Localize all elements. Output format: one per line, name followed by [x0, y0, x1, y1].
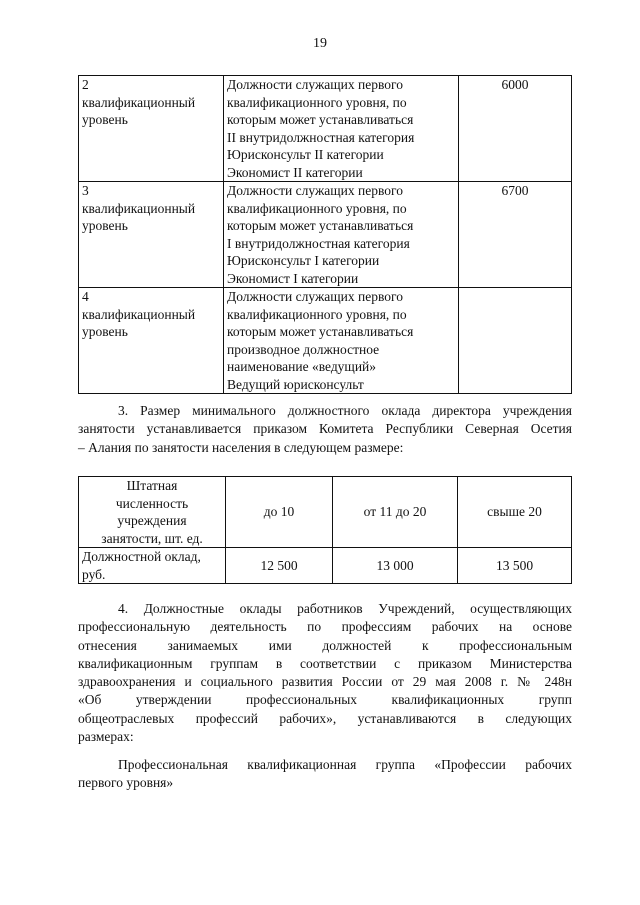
table-row: [79, 288, 572, 394]
column-header: до 10: [226, 477, 333, 548]
level-cell: 4 квалификационный уровень: [79, 288, 224, 394]
row-label-cell: Должностной оклад, руб.: [79, 548, 226, 584]
level-cell: 2 квалификационный уровень: [79, 76, 224, 182]
salary-cell: 6000: [459, 76, 572, 182]
qualification-level-table: [78, 75, 572, 394]
table-row: [79, 76, 572, 182]
salary-value: 13 500: [458, 548, 572, 584]
paragraph-5: Профессиональная квалификационная группа «Профессии рабочих первого уровня»: [78, 757, 572, 791]
salary-cell: [459, 288, 572, 394]
director-salary-table: [78, 476, 572, 584]
paragraph-4: 4. Должностные оклады работников Учреждений, осуществляющих профессиональную деятельность по профессиям рабочих на основе отнесения занимаемых ими должностей к профессиональным квалификационным группам в соответствии с приказом Министерства здравоохранения и социального развития России от 29 мая 2008 г. № 248н «Об утверждении профессиональных квалификационных групп общеотраслевых профессий рабочих», устанавливаются в следующих размерах:: [78, 601, 572, 745]
positions-cell: Должности служащих первого квалификационного уровня, по которым может устанавливаться II внутридолжностная категория Юрисконсульт II категории Экономист II категории: [224, 76, 459, 182]
salary-value: 13 000: [333, 548, 458, 584]
column-header: свыше 20: [458, 477, 572, 548]
paragraph-3: 3. Размер минимального должностного оклада директора учреждения занятости устанавливается приказом Комитета Республики Северная Осетия – Алания по занятости населения в следующем размере:: [78, 403, 572, 455]
table-row: [79, 182, 572, 288]
level-cell: 3 квалификационный уровень: [79, 182, 224, 288]
salary-cell: 6700: [459, 182, 572, 288]
positions-cell: Должности служащих первого квалификационного уровня, по которым может устанавливаться I внутридолжностная категория Юрисконсульт I категории Экономист I категории: [224, 182, 459, 288]
table-row: [79, 477, 572, 548]
page-number: 19: [313, 36, 327, 51]
column-header: от 11 до 20: [333, 477, 458, 548]
salary-value: 12 500: [226, 548, 333, 584]
positions-cell: Должности служащих первого квалификационного уровня, по которым может устанавливаться производное должностное наименование «ведущий» Ведущий юрисконсульт: [224, 288, 459, 394]
table-row: [79, 548, 572, 584]
header-label-cell: Штатная численность учреждения занятости, шт. ед.: [79, 477, 226, 548]
